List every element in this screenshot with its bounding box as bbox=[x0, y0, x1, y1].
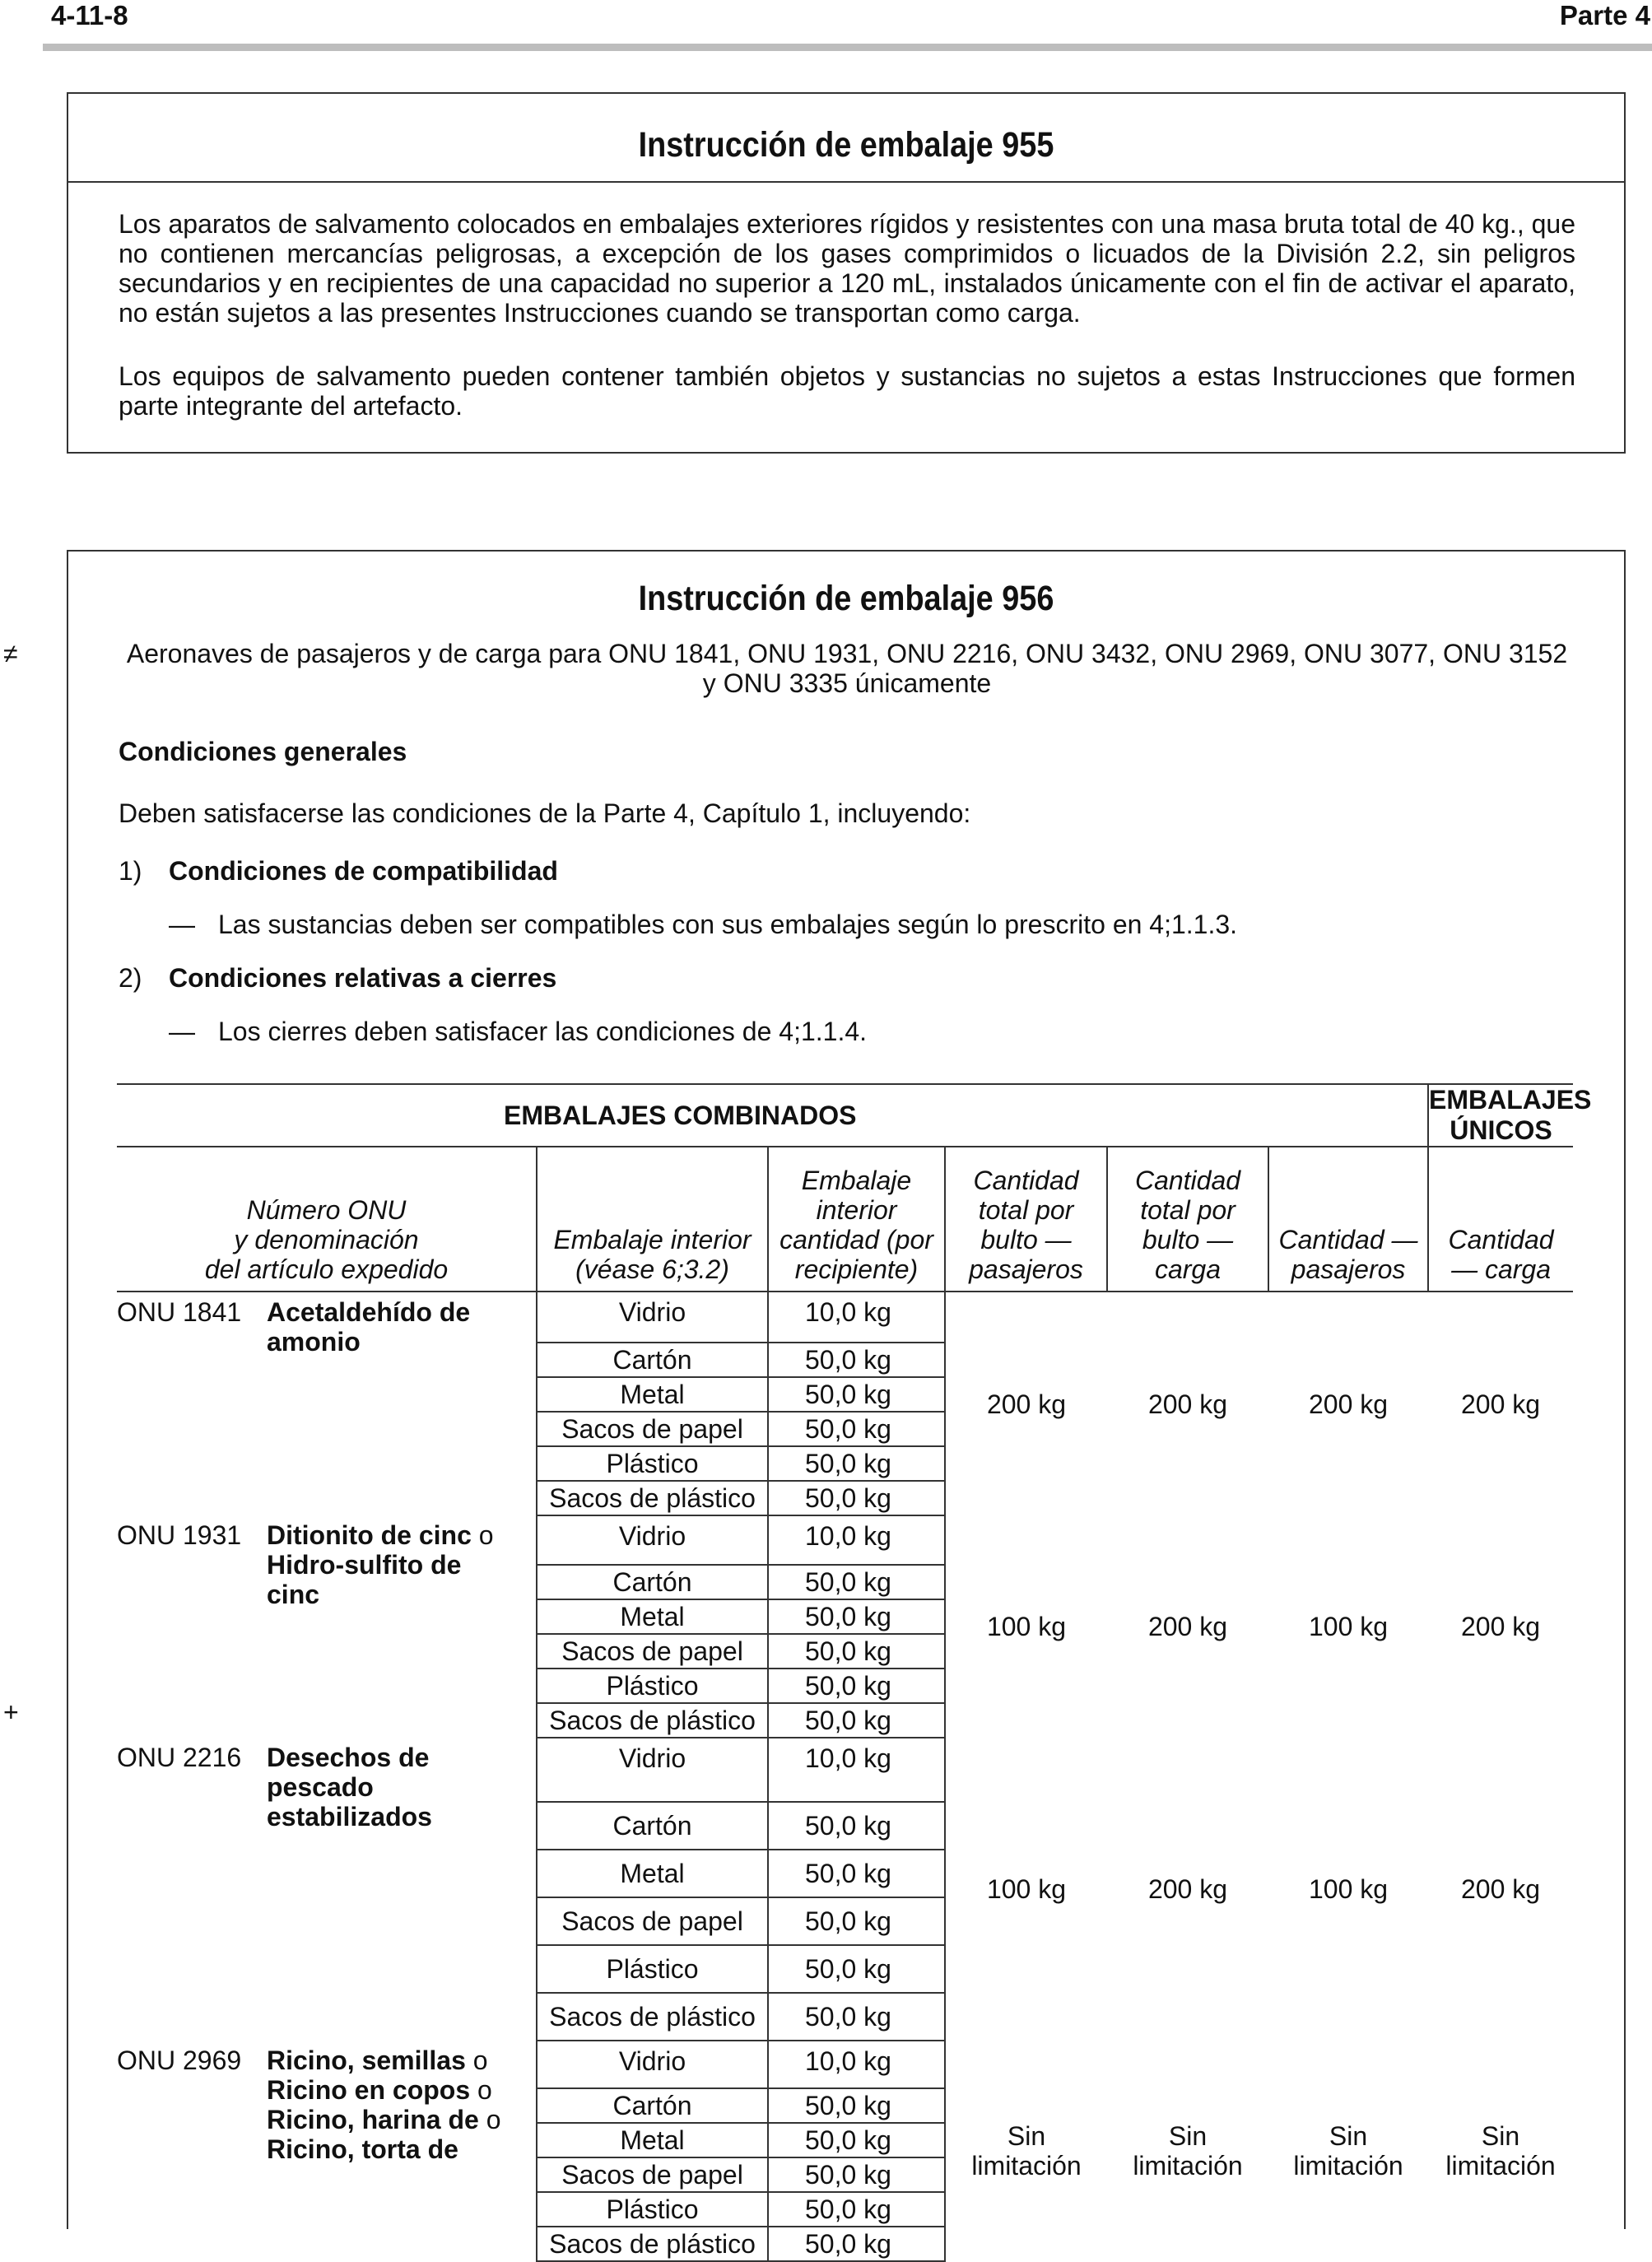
column-header-row bbox=[117, 1147, 1573, 1292]
inner-packaging: Sacos de plástico bbox=[537, 2227, 768, 2261]
inner-quantity: 10,0 kg bbox=[768, 1515, 945, 1565]
inner-quantity: 50,0 kg bbox=[768, 1343, 945, 1377]
header-rule bbox=[43, 44, 1652, 51]
shipping-name-part: o bbox=[465, 2046, 488, 2075]
un-number: ONU 2216 bbox=[117, 1743, 242, 1772]
inner-quantity: 50,0 kg bbox=[768, 1481, 945, 1515]
title-row-955 bbox=[68, 94, 1624, 183]
single-cargo-value bbox=[1428, 2041, 1573, 2261]
quantity-text: 200 kg bbox=[1308, 1389, 1389, 1419]
shipping-name bbox=[267, 1743, 514, 1831]
quantity-text: 100 kg bbox=[1308, 1612, 1389, 1641]
quantity-text: 200 kg bbox=[986, 1389, 1067, 1419]
inner-quantity: 50,0 kg bbox=[768, 1377, 945, 1412]
paragraph-955-1: Los aparatos de salvamento colocados en embalajes exteriores rígidos y resistentes con una masa bruta total de 40 kg., que no contienen mercancías peligrosas, a excepción de los gases comprimidos o licuados de la División 2.2, sin peligros secundarios y en recipientes de una capacidad no superior a 120 mL, instalados únicamente con el fin de activar el aparato, no están sujetos a las presentes Instrucciones cuando se transportan como carga. bbox=[119, 209, 1575, 328]
quantity-text: Sin limitación bbox=[1293, 2121, 1403, 2181]
inner-quantity: 50,0 kg bbox=[768, 2123, 945, 2157]
total-pax-value bbox=[945, 1515, 1107, 1738]
shipping-name-part: Ricino en copos bbox=[267, 2075, 471, 2105]
un-entry bbox=[117, 2041, 537, 2261]
title-956: Instrucción de embalaje 956 bbox=[638, 579, 1054, 618]
col-total-cargo: Cantidad total por bulto — carga bbox=[1107, 1147, 1268, 1292]
inner-quantity: 50,0 kg bbox=[768, 1802, 945, 1850]
col-inner: Embalaje interior (véase 6;3.2) bbox=[537, 1147, 768, 1292]
total-pax-value bbox=[945, 1738, 1107, 2041]
inner-packaging: Sacos de plástico bbox=[537, 1993, 768, 2041]
title-955: Instrucción de embalaje 955 bbox=[638, 125, 1054, 165]
col-un: Número ONU y denominación del artículo expedido bbox=[117, 1147, 537, 1292]
single-pax-value bbox=[1268, 1738, 1428, 2041]
inner-packaging: Sacos de papel bbox=[537, 1897, 768, 1945]
inner-packaging: Plástico bbox=[537, 1446, 768, 1481]
general-intro: Deben satisfacerse las condiciones de la Parte 4, Capítulo 1, incluyendo: bbox=[119, 798, 971, 828]
condition-1-dash: — bbox=[169, 910, 195, 939]
inner-packaging: Vidrio bbox=[537, 1738, 768, 1802]
condition-2-number: 2) bbox=[119, 963, 142, 993]
col-inner-qty: Embalaje interior cantidad (por recipiente) bbox=[768, 1147, 945, 1292]
inner-packaging: Plástico bbox=[537, 1945, 768, 1993]
inner-quantity: 50,0 kg bbox=[768, 1669, 945, 1703]
inner-quantity: 50,0 kg bbox=[768, 1945, 945, 1993]
inner-quantity: 10,0 kg bbox=[768, 1738, 945, 1802]
quantity-text: Sin limitación bbox=[1445, 2121, 1556, 2181]
shipping-name-part: o bbox=[470, 2075, 492, 2105]
inner-quantity: 10,0 kg bbox=[768, 2041, 945, 2088]
packing-table bbox=[117, 1083, 1592, 2262]
table-row bbox=[117, 1292, 1573, 1343]
inner-packaging: Metal bbox=[537, 1850, 768, 1897]
quantity-text: Sin limitación bbox=[1133, 2121, 1243, 2181]
total-pax-value bbox=[945, 2041, 1107, 2261]
shipping-name bbox=[267, 2046, 514, 2164]
addition-mark: + bbox=[3, 1697, 19, 1727]
page-number: 4-11-8 bbox=[51, 0, 128, 30]
group-single: EMBALAJES ÚNICOS bbox=[1429, 1085, 1592, 1145]
inner-quantity: 50,0 kg bbox=[768, 1412, 945, 1446]
inner-quantity: 50,0 kg bbox=[768, 1897, 945, 1945]
condition-1-text: Las sustancias deben ser compatibles con sus embalajes según lo prescrito en 4;1.1.3. bbox=[218, 910, 1238, 939]
condition-1-title: Condiciones de compatibilidad bbox=[169, 856, 558, 886]
inner-packaging: Cartón bbox=[537, 1343, 768, 1377]
paragraph-955-2: Los equipos de salvamento pueden contener también objetos y sustancias no sujetos a estas Instrucciones que formen parte integrante del artefacto. bbox=[119, 361, 1575, 421]
shipping-name-part: Desechos de pescado estabilizados bbox=[267, 1743, 432, 1831]
quantity-text: 200 kg bbox=[1147, 1874, 1228, 1904]
inner-packaging: Vidrio bbox=[537, 1515, 768, 1565]
un-number: ONU 2969 bbox=[117, 2046, 242, 2075]
un-entry bbox=[117, 1292, 537, 1515]
single-cargo-value bbox=[1428, 1292, 1573, 1515]
single-pax-value bbox=[1268, 1292, 1428, 1515]
inner-packaging: Cartón bbox=[537, 1802, 768, 1850]
inner-packaging: Plástico bbox=[537, 1669, 768, 1703]
inner-packaging: Vidrio bbox=[537, 2041, 768, 2088]
inner-packaging: Plástico bbox=[537, 2192, 768, 2227]
condition-2-text: Los cierres deben satisfacer las condiciones de 4;1.1.4. bbox=[218, 1017, 868, 1046]
quantity-text: 200 kg bbox=[1460, 1874, 1541, 1904]
un-entry bbox=[117, 1738, 537, 2041]
condition-2-title: Condiciones relativas a cierres bbox=[169, 963, 557, 993]
shipping-name-part: o bbox=[471, 1520, 494, 1550]
shipping-name-part: Ricino, semillas bbox=[267, 2046, 466, 2075]
quantity-text: 100 kg bbox=[986, 1874, 1067, 1904]
quantity-text: 200 kg bbox=[1460, 1389, 1541, 1419]
quantity-text: 100 kg bbox=[986, 1612, 1067, 1641]
single-cargo-value bbox=[1428, 1515, 1573, 1738]
inner-quantity: 50,0 kg bbox=[768, 1850, 945, 1897]
subtitle-956: Aeronaves de pasajeros y de carga para ONU 1841, ONU 1931, ONU 2216, ONU 3432, ONU 2969, ONU 3077, ONU 3152 y ONU 3335 únicamente bbox=[126, 639, 1568, 698]
total-cargo-value bbox=[1107, 2041, 1268, 2261]
inner-packaging: Sacos de papel bbox=[537, 1412, 768, 1446]
inner-packaging: Metal bbox=[537, 2123, 768, 2157]
shipping-name-part: Hidro-sulfito de cinc bbox=[267, 1550, 462, 1609]
inner-quantity: 50,0 kg bbox=[768, 1599, 945, 1634]
table-row bbox=[117, 1515, 1573, 1565]
packing-instruction-955 bbox=[67, 92, 1626, 454]
col-single-pax: Cantidad — pasajeros bbox=[1268, 1147, 1428, 1292]
col-total-pax: Cantidad total por bulto — pasajeros bbox=[945, 1147, 1107, 1292]
group-header-row bbox=[117, 1084, 1573, 1147]
shipping-name-part: Ricino, harina de bbox=[267, 2105, 479, 2134]
inner-quantity: 50,0 kg bbox=[768, 1703, 945, 1738]
shipping-name bbox=[267, 1297, 514, 1357]
inner-quantity: 50,0 kg bbox=[768, 1446, 945, 1481]
shipping-name-part: Ditionito de cinc bbox=[267, 1520, 472, 1550]
shipping-name-part: Acetaldehído de amonio bbox=[267, 1297, 471, 1357]
inner-quantity: 50,0 kg bbox=[768, 1993, 945, 2041]
inner-quantity: 10,0 kg bbox=[768, 1292, 945, 1343]
total-cargo-value bbox=[1107, 1515, 1268, 1738]
inner-quantity: 50,0 kg bbox=[768, 1634, 945, 1669]
shipping-name bbox=[267, 1520, 514, 1609]
un-entry bbox=[117, 1515, 537, 1738]
table-row bbox=[117, 2041, 1573, 2088]
inner-quantity: 50,0 kg bbox=[768, 2157, 945, 2192]
inner-packaging: Cartón bbox=[537, 2088, 768, 2123]
inner-packaging: Sacos de papel bbox=[537, 2157, 768, 2192]
shipping-name-part: Ricino, torta de bbox=[267, 2134, 458, 2164]
inner-quantity: 50,0 kg bbox=[768, 2192, 945, 2227]
inner-packaging: Metal bbox=[537, 1599, 768, 1634]
inner-packaging: Sacos de plástico bbox=[537, 1481, 768, 1515]
col-single-cargo: Cantidad — carga bbox=[1428, 1147, 1573, 1292]
inner-quantity: 50,0 kg bbox=[768, 2227, 945, 2261]
inner-packaging: Vidrio bbox=[537, 1292, 768, 1343]
group-combined: EMBALAJES COMBINADOS bbox=[117, 1084, 1428, 1147]
inner-packaging: Sacos de papel bbox=[537, 1634, 768, 1669]
total-cargo-value bbox=[1107, 1738, 1268, 2041]
quantity-text: 200 kg bbox=[1460, 1612, 1541, 1641]
inner-packaging: Sacos de plástico bbox=[537, 1703, 768, 1738]
un-number: ONU 1931 bbox=[117, 1520, 242, 1550]
single-pax-value bbox=[1268, 1515, 1428, 1738]
un-number: ONU 1841 bbox=[117, 1297, 242, 1327]
change-mark: ≠ bbox=[3, 639, 18, 668]
table-row bbox=[117, 1738, 1573, 1802]
inner-quantity: 50,0 kg bbox=[768, 2088, 945, 2123]
condition-2-dash: — bbox=[169, 1017, 195, 1046]
condition-1-number: 1) bbox=[119, 856, 142, 886]
quantity-text: 200 kg bbox=[1147, 1389, 1228, 1419]
part-label: Parte 4 bbox=[1559, 0, 1650, 30]
quantity-text: 200 kg bbox=[1147, 1612, 1228, 1641]
shipping-name-part: o bbox=[478, 2105, 501, 2134]
general-heading: Condiciones generales bbox=[119, 737, 407, 766]
inner-quantity: 50,0 kg bbox=[768, 1565, 945, 1599]
quantity-text: 100 kg bbox=[1308, 1874, 1389, 1904]
single-pax-value bbox=[1268, 2041, 1428, 2261]
total-pax-value bbox=[945, 1292, 1107, 1515]
quantity-text: Sin limitación bbox=[971, 2121, 1082, 2181]
inner-packaging: Cartón bbox=[537, 1565, 768, 1599]
inner-packaging: Metal bbox=[537, 1377, 768, 1412]
total-cargo-value bbox=[1107, 1292, 1268, 1515]
single-cargo-value bbox=[1428, 1738, 1573, 2041]
